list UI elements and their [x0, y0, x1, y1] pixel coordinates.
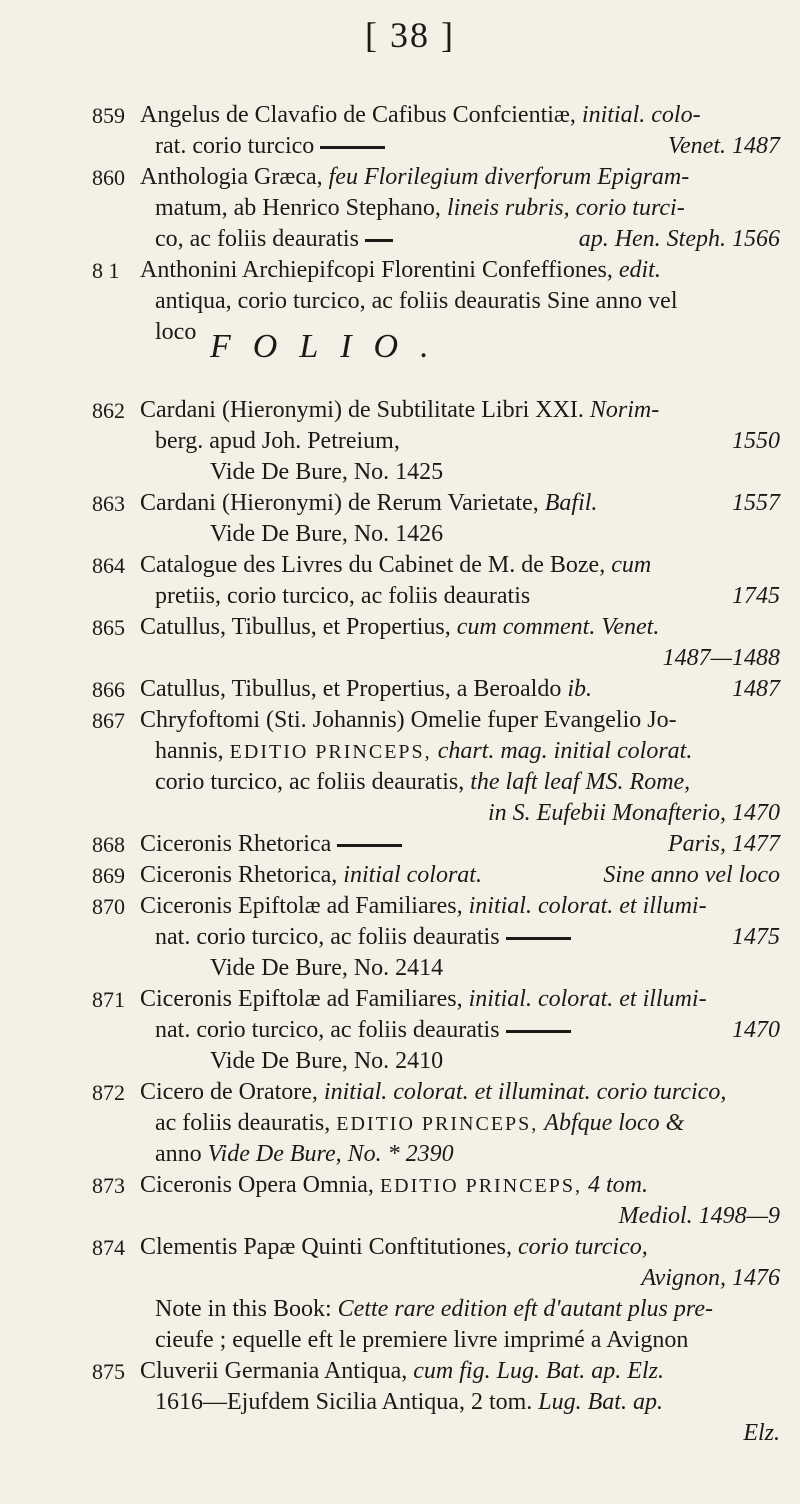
entry-line [92, 1077, 780, 1108]
entry-line [92, 1232, 780, 1263]
entry-title: Ciceronis Epiftolæ ad Familiares, [140, 893, 463, 919]
dash-rule [337, 844, 402, 847]
entry-text [155, 1294, 713, 1325]
entry-number: 874 [92, 1235, 125, 1260]
entry-detail: initial. colorat. et illuminat. corio turcico, [323, 1079, 727, 1105]
catalogue-entry [92, 984, 780, 1077]
entry-line [92, 395, 780, 426]
entry-detail: 4 tom. [587, 1172, 648, 1198]
entry-number: 871 [92, 987, 125, 1012]
imprint: ap. Hen. Steph. 1566 [578, 226, 780, 252]
catalogue-entry [92, 550, 780, 612]
entry-number: 862 [92, 398, 125, 423]
entry-title: antiqua, corio turcico, ac foliis deauratis Sine anno vel [155, 288, 678, 314]
catalogue-entry [92, 1077, 780, 1170]
entry-text [140, 1356, 664, 1387]
entry-text [155, 1108, 684, 1140]
entry-line [92, 162, 780, 193]
entry-title: Clementis Papæ Quinti Conftitutiones, [140, 1234, 512, 1260]
entry-detail: edit. [618, 257, 661, 283]
imprint: 1487 [732, 676, 780, 702]
entry-line [92, 705, 780, 736]
entry-line [100, 286, 780, 317]
entry-text [140, 100, 701, 131]
entry-line [100, 1263, 780, 1294]
entry-number: 870 [92, 894, 125, 919]
entry-detail: cum comment. Venet. [456, 614, 660, 640]
entry-line [92, 612, 780, 643]
entry-text [140, 1170, 648, 1202]
entry-line [92, 100, 780, 131]
entry-text [210, 519, 443, 550]
catalogue-entry [92, 100, 780, 162]
entry-text [155, 426, 400, 457]
entry-line [92, 1170, 780, 1201]
entry-text [155, 922, 577, 953]
imprint: Avignon, 1476 [641, 1265, 780, 1291]
entry-line [92, 674, 780, 705]
entry-title: Catullus, Tibullus, et Propertius, [140, 614, 451, 640]
entry-number: 875 [92, 1359, 125, 1384]
entry-line [92, 891, 780, 922]
entry-line [100, 1387, 780, 1418]
entry-text [155, 1015, 577, 1046]
entry-text [155, 1387, 663, 1418]
imprint: Venet. 1487 [668, 133, 780, 159]
edition-note: EDITIO PRINCEPS, [379, 1175, 582, 1197]
catalogue-entry [92, 162, 780, 255]
entry-title: Vide De Bure, No. 2410 [210, 1048, 444, 1074]
dash-rule [506, 937, 571, 940]
entry-title: Angelus de Clavafio de Cafibus Confcientiæ, [140, 102, 576, 128]
entry-title: Ciceronis Rhetorica, [140, 862, 338, 888]
entry-line [92, 829, 780, 860]
entry-detail: cum [611, 552, 652, 578]
entry-text [210, 457, 443, 488]
entry-title: Ciceronis Epiftolæ ad Familiares, [140, 986, 463, 1012]
entry-line [100, 1015, 780, 1046]
section-heading: FOLIO. [210, 328, 451, 365]
entry-text [140, 1077, 726, 1108]
imprint: Mediol. 1498—9 [618, 1203, 780, 1229]
entry-line [100, 767, 780, 798]
entry-title: anno [155, 1141, 202, 1167]
entry-text [140, 162, 689, 193]
entry-title: co, ac foliis deauratis [155, 226, 359, 252]
entry-detail: Rome, [629, 769, 691, 795]
entry-line [100, 1046, 780, 1077]
imprint: Sine anno vel loco [603, 862, 780, 888]
entry-title: pretiis, corio turcico, ac foliis deauratis [155, 583, 531, 609]
entry-title: rat. corio turcico [155, 133, 315, 159]
imprint: 1470 [732, 1017, 780, 1043]
entry-title: Cicero de Oratore, [140, 1079, 318, 1105]
entry-title: berg. apud Joh. Petreium, [155, 428, 400, 454]
catalogue-entry [92, 705, 780, 829]
entry-title: Anthonini Archiepifcopi Florentini Confeffiones, [140, 257, 613, 283]
entry-title: cieufe ; equelle eft le premiere livre imprimé a Avignon [155, 1327, 689, 1353]
entry-line [100, 519, 780, 550]
entry-title: Ciceronis Rhetorica [140, 831, 332, 857]
entry-number: 867 [92, 708, 125, 733]
entry-text [155, 581, 530, 612]
imprint: 1745 [732, 583, 780, 609]
catalogue-entry [92, 829, 780, 860]
entry-number: 869 [92, 863, 125, 888]
entry-line [92, 550, 780, 581]
catalogue-entry [92, 1356, 780, 1449]
entry-detail: Abfque loco & [544, 1110, 685, 1136]
imprint: 1487—1488 [662, 645, 780, 671]
entry-number: 868 [92, 832, 125, 857]
entry-detail: the laft leaf MS. [470, 769, 624, 795]
imprint: 1550 [732, 428, 780, 454]
entry-text [155, 1325, 688, 1356]
entry-title: Catalogue des Livres du Cabinet de M. de Boze, [140, 552, 606, 578]
imprint: 1557 [732, 490, 780, 516]
catalogue-entry [92, 891, 780, 984]
entry-line [100, 131, 780, 162]
dash-rule [320, 146, 385, 149]
entry-title: loco [155, 319, 197, 345]
entry-number: 863 [92, 491, 125, 516]
entry-detail: Norim- [589, 397, 660, 423]
entry-detail: Lug. Bat. ap. [538, 1389, 663, 1415]
entry-line [100, 643, 780, 674]
catalogue-entry [92, 860, 780, 891]
entry-title: Vide De Bure, No. 2414 [210, 955, 444, 981]
entry-title: Anthologia Græca, [140, 164, 323, 190]
entry-line [100, 1108, 780, 1139]
entry-title: 1616—Ejufdem Sicilia Antiqua, 2 tom. [155, 1389, 533, 1415]
entry-detail: corio turcico, [518, 1234, 648, 1260]
imprint: Elz. [743, 1420, 780, 1446]
entry-detail: chart. mag. initial colorat. [437, 738, 693, 764]
entry-text [140, 891, 707, 922]
imprint: 1475 [732, 924, 780, 950]
dash-rule [506, 1030, 571, 1033]
entry-text [140, 860, 482, 891]
entry-text [140, 612, 659, 643]
entry-number: 860 [92, 165, 125, 190]
catalogue-entry [92, 612, 780, 674]
entry-text [140, 395, 659, 426]
entry-title: Catullus, Tibullus, et Propertius, a Beroaldo [140, 676, 562, 702]
entry-number: 8 1 [92, 258, 120, 283]
entry-line [100, 922, 780, 953]
entry-title: Cluverii Germania Antiqua, [140, 1358, 408, 1384]
edition-note: EDITIO PRINCEPS, [229, 741, 432, 763]
dash-rule [365, 239, 393, 242]
entry-line [100, 1139, 780, 1170]
entry-line [100, 224, 780, 255]
entry-text [155, 736, 692, 768]
entry-text [140, 984, 707, 1015]
entry-text [140, 1232, 648, 1263]
entry-number: 873 [92, 1173, 125, 1198]
entry-title: nat. corio turcico, ac foliis deauratis [155, 1017, 500, 1043]
entry-title: Vide De Bure, No. 1426 [210, 521, 444, 547]
entry-line [100, 426, 780, 457]
entry-text [210, 1046, 443, 1077]
entry-line [92, 860, 780, 891]
entry-text [155, 286, 678, 317]
entry-text [155, 317, 196, 348]
entry-line [100, 736, 780, 767]
entry-line [100, 798, 780, 829]
entry-line [92, 1356, 780, 1387]
entry-title: hannis, [155, 738, 224, 764]
entry-text [140, 705, 677, 736]
entry-number: 865 [92, 615, 125, 640]
entry-text [155, 1139, 454, 1170]
entry-number: 864 [92, 553, 125, 578]
entry-title: Note in this Book: [155, 1296, 332, 1322]
entry-detail: Bafil. [544, 490, 598, 516]
entry-line [92, 255, 780, 286]
entry-text [140, 674, 592, 705]
entry-number: 859 [92, 103, 125, 128]
entry-title: matum, ab Henrico Stephano, [155, 195, 441, 221]
entry-title: Cardani (Hieronymi) de Rerum Varietate, [140, 490, 539, 516]
entry-detail: ib. [567, 676, 593, 702]
entry-detail: initial colorat. [343, 862, 482, 888]
entry-text [140, 488, 597, 519]
entry-title: corio turcico, ac foliis deauratis, [155, 769, 465, 795]
entry-detail: initial. colo- [581, 102, 701, 128]
catalogue-entry [92, 1232, 780, 1356]
entry-text [140, 829, 408, 860]
entry-text [140, 255, 661, 286]
catalogue-entry [92, 1170, 780, 1232]
entry-text [155, 193, 685, 224]
entry-title: Vide De Bure, No. 1425 [210, 459, 444, 485]
entry-title: Cardani (Hieronymi) de Subtilitate Libri XXI. [140, 397, 584, 423]
entry-text [155, 767, 690, 798]
entry-detail: cum fig. Lug. Bat. ap. Elz. [413, 1358, 664, 1384]
entry-line [92, 488, 780, 519]
entry-text [140, 550, 651, 581]
entry-detail: feu Florilegium diverforum Epigram- [328, 164, 690, 190]
entry-number: 872 [92, 1080, 125, 1105]
entry-title: ac foliis deauratis, [155, 1110, 331, 1136]
entry-title: nat. corio turcico, ac foliis deauratis [155, 924, 500, 950]
catalogue-entry [92, 395, 780, 488]
entry-text [210, 953, 443, 984]
entry-text [155, 131, 391, 162]
entry-line [100, 1418, 780, 1449]
entry-line [100, 1201, 780, 1232]
entry-line [92, 984, 780, 1015]
entry-line [100, 953, 780, 984]
edition-note: EDITIO PRINCEPS, [336, 1113, 539, 1135]
entry-detail: Vide De Bure, No. * 2390 [207, 1141, 454, 1167]
entry-title: Ciceronis Opera Omnia, [140, 1172, 374, 1198]
catalogue-entry [92, 674, 780, 705]
entry-detail: Cette rare edition eft d'autant plus pre- [337, 1296, 713, 1322]
page-number: [ 38 ] [365, 15, 455, 55]
entry-title: Chryfoftomi (Sti. Johannis) Omelie fuper Evangelio Jo- [140, 707, 677, 733]
entry-number: 866 [92, 677, 125, 702]
catalogue-entry [92, 488, 780, 550]
entry-line [100, 1325, 780, 1356]
entry-detail: lineis rubris, corio turci- [446, 195, 685, 221]
entry-line [100, 457, 780, 488]
entry-detail: initial. colorat. et illumi- [468, 986, 707, 1012]
entry-text [155, 224, 399, 255]
imprint: Paris, 1477 [667, 831, 780, 857]
entry-line [100, 581, 780, 612]
entry-line [100, 193, 780, 224]
imprint: in S. Eufebii Monafterio, 1470 [488, 800, 780, 826]
entry-line [100, 1294, 780, 1325]
entry-detail: initial. colorat. et illumi- [468, 893, 707, 919]
